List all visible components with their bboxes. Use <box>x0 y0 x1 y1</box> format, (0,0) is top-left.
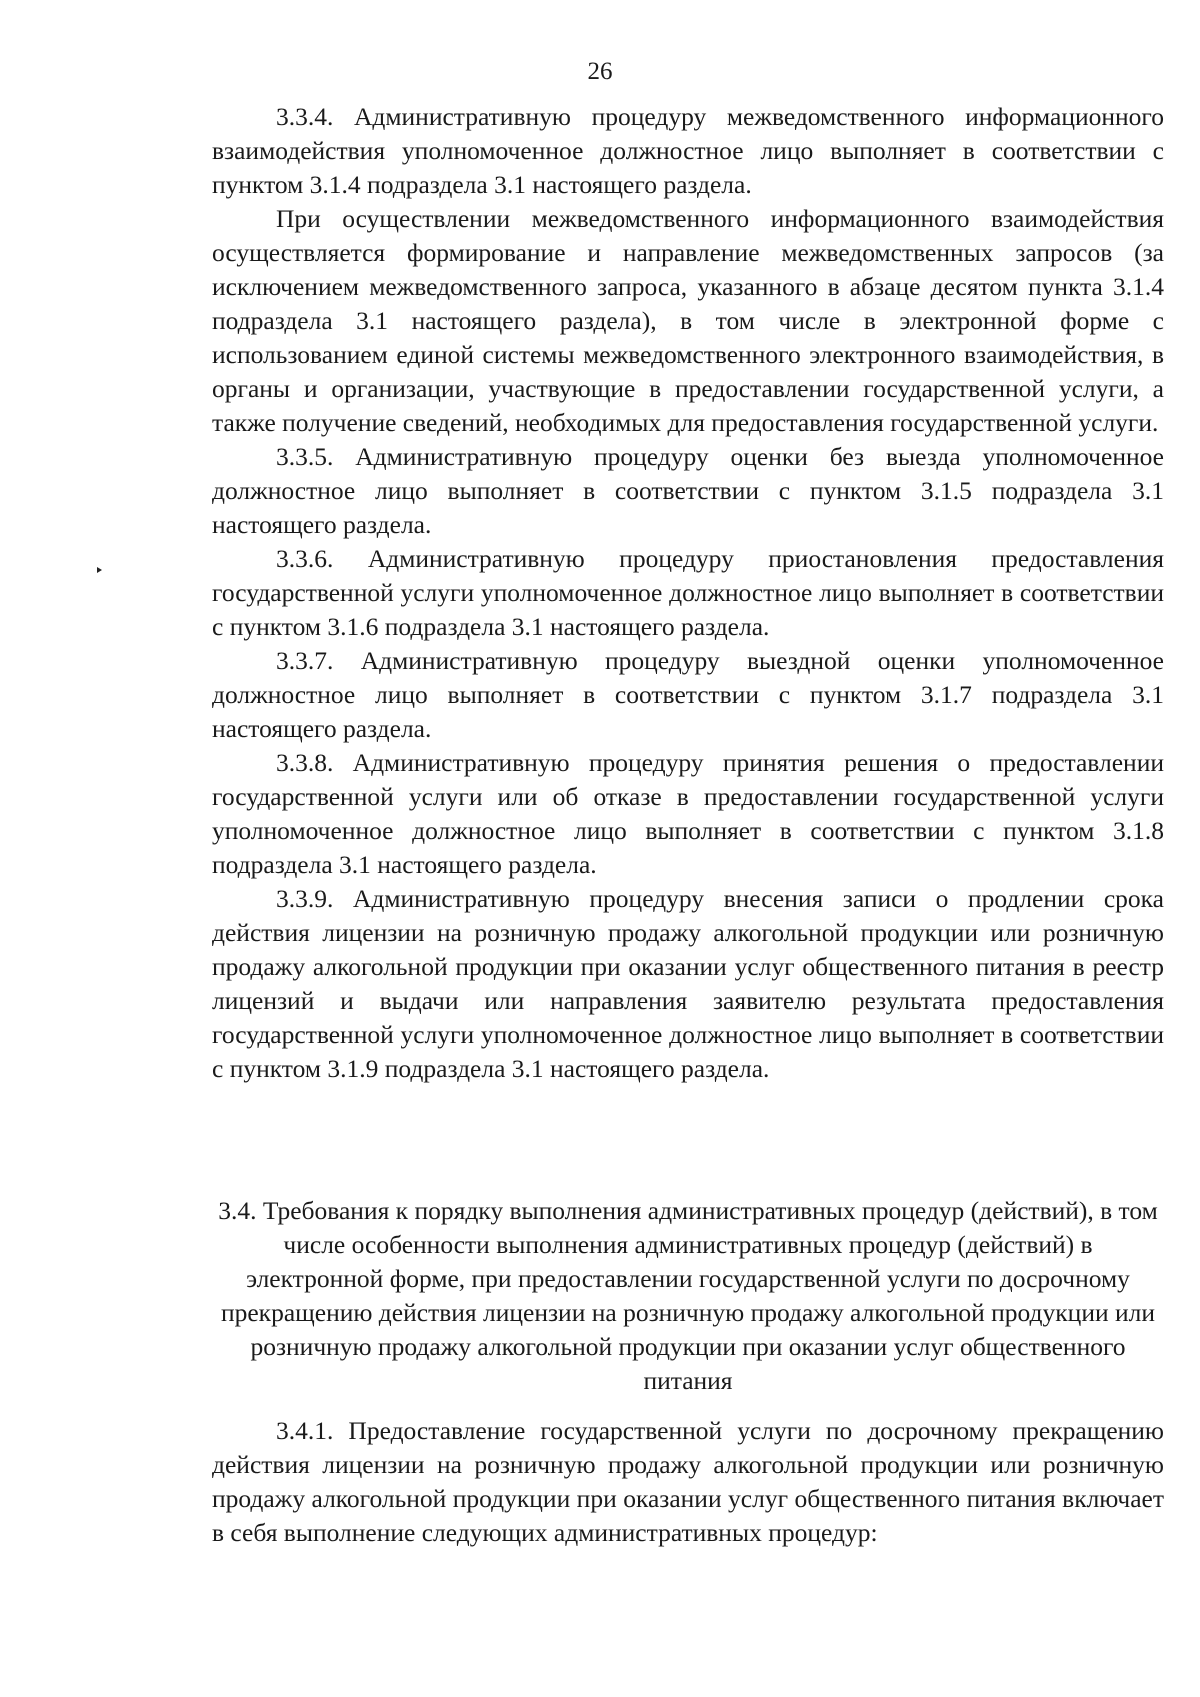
paragraph-3-3-9: 3.3.9. Административную процедуру внесения записи о продлении срока действия лицензии на розничную продажу алкогольной продукции или розничную продажу алкогольной продукции при оказании услуг общественного питания в реестр лицензий и выдачи или направления заявителю результата предоставления государственной услуги уполномоченное должностное лицо выполняет в соответствии с пунктом 3.1.9 подраздела 3.1 настоящего раздела. <box>212 884 1164 1083</box>
paragraph-3-3-5: 3.3.5. Административную процедуру оценки без выезда уполномоченное должностное лицо выполняет в соответствии с пунктом 3.1.5 подраздела 3.1 настоящего раздела. <box>212 442 1164 539</box>
paragraph-interagency: При осуществлении межведомственного информационного взаимодействия осуществляется формирование и направление межведомственных запросов (за исключением межведомственного запроса, указанного в абзаце десятом пункта 3.1.4 подраздела 3.1 настоящего раздела), в том числе в электронной форме с использованием единой системы межведомственного электронного взаимодействия, в органы и организации, участвующие в предоставлении государственной услуги, а также получение сведений, необходимых для предоставления государственной услуги. <box>212 204 1164 437</box>
scan-mark-arrow-icon <box>97 567 102 573</box>
section-heading-3-4: 3.4. Требования к порядку выполнения административных процедур (действий), в том числе особенности выполнения административных процедур (действий) в электронной форме, при предоставлении государственной услуги по досрочному прекращению действия лицензии на розничную продажу алкогольной продукции или розничную продажу алкогольной продукции при оказании услуг общественного питания <box>218 1196 1158 1395</box>
paragraphs-top <box>212 100 1164 1086</box>
paragraph-3-3-4: 3.3.4. Административную процедуру межведомственного информационного взаимодействия уполномоченное должностное лицо выполняет в соответствии с пунктом 3.1.4 подраздела 3.1 настоящего раздела. <box>212 102 1164 199</box>
paragraph-3-3-6: 3.3.6. Административную процедуру приостановления предоставления государственной услуги уполномоченное должностное лицо выполняет в соответствии с пунктом 3.1.6 подраздела 3.1 настоящего раздела. <box>212 544 1164 641</box>
paragraphs-bottom <box>212 1414 1164 1550</box>
paragraph-3-3-7: 3.3.7. Административную процедуру выездной оценки уполномоченное должностное лицо выполняет в соответствии с пунктом 3.1.7 подраздела 3.1 настоящего раздела. <box>212 646 1164 743</box>
paragraph-3-4-1: 3.4.1. Предоставление государственной услуги по досрочному прекращению действия лицензии на розничную продажу алкогольной продукции или розничную продажу алкогольной продукции при оказании услуг общественного питания включает в себя выполнение следующих административных процедур: <box>212 1416 1164 1547</box>
paragraph-3-3-8: 3.3.8. Административную процедуру принятия решения о предоставлении государственной услуги или об отказе в предоставлении государственной услуги уполномоченное должностное лицо выполняет в соответствии с пунктом 3.1.8 подраздела 3.1 настоящего раздела. <box>212 748 1164 879</box>
page-number: 26 <box>587 58 613 85</box>
